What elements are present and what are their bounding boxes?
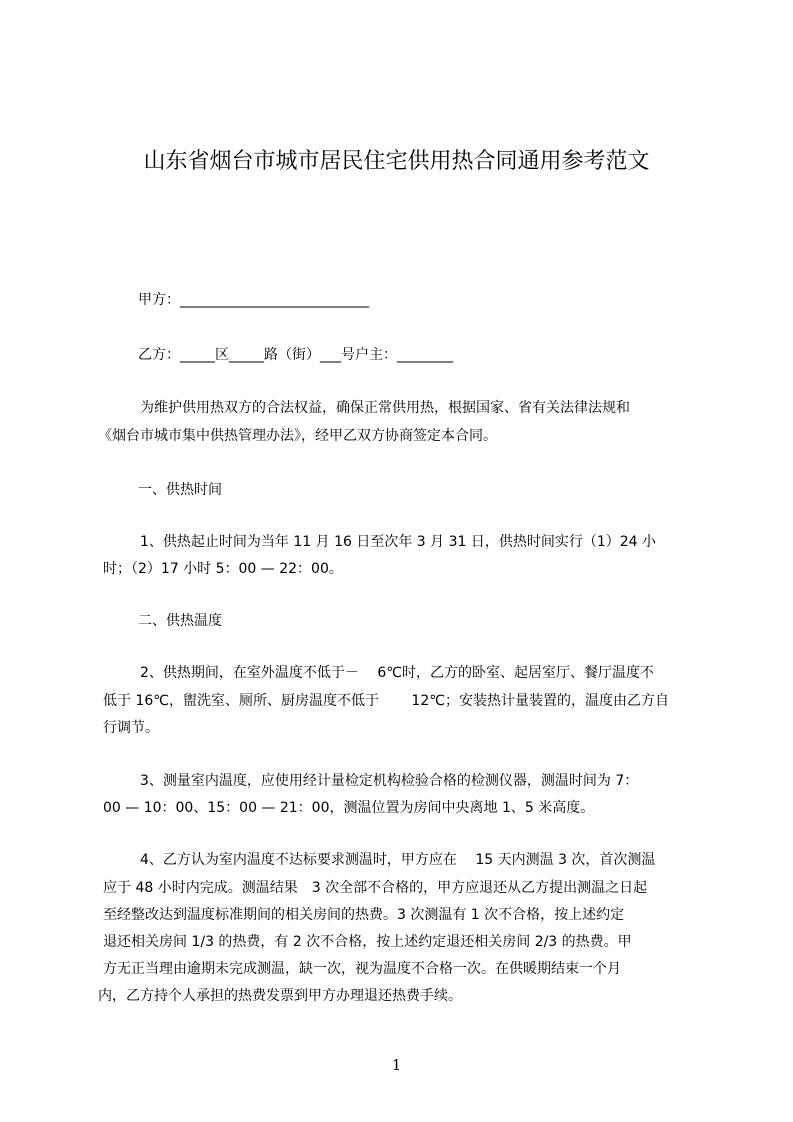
party-a-line: 甲方：___________________________: [138, 292, 369, 308]
paragraph-line: 内，乙方持个人承担的热费发票到甲方办理退还热费手续。: [98, 988, 462, 1004]
page-number: 1: [391, 1056, 402, 1074]
document-title: 山东省烟台市城市居民住宅供用热合同通用参考范文: [143, 149, 650, 174]
paragraph-line: 行调节。: [103, 720, 159, 736]
paragraph-line: 方无正当理由逾期未完成测温，缺一次，视为温度不合格一次。在供暖期结束一个月: [103, 961, 621, 977]
paragraph-line: 时；（2）17 小时 5：00 — 22：00。: [103, 561, 343, 577]
paragraph-line: 至经整改达到温度标准期间的相关房间的热费。3 次测温有 1 次不合格，按上述约定: [103, 907, 625, 923]
paragraph-line: 1、供热起止时间为当年 11 月 16 日至次年 3 月 31 日，供热时间实行（1）24 小: [140, 534, 657, 550]
paragraph-line: 低于 16℃，盥洗室、厕所、厨房温度不低于 12℃；安装热计量装置的，温度由乙方自: [103, 693, 669, 709]
section-heading: 二、供热温度: [138, 613, 222, 629]
paragraph-line: 4、乙方认为室内温度不达标要求测温时，甲方应在 15 天内测温 3 次，首次测温: [140, 852, 656, 868]
paragraph-line: 3、测量室内温度，应使用经计量检定机构检验合格的检测仪器，测温时间为 7：: [140, 773, 639, 789]
party-b-line: 乙方：_____区_____路（街）___号户主：________: [138, 347, 453, 363]
paragraph-line: 00 — 10：00、15：00 — 21：00，测温位置为房间中央离地 1、5 米高度。: [103, 800, 595, 816]
paragraph-line: 应于 48 小时内完成。测温结果 3 次全部不合格的，甲方应退还从乙方提出测温之日起: [103, 880, 648, 896]
paragraph-line: 退还相关房间 1/3 的热费，有 2 次不合格，按上述约定退还相关房间 2/3 的热费。甲: [103, 934, 632, 950]
paragraph-line: 2、供热期间，在室外温度不低于－ 6℃时，乙方的卧室、起居室厅、餐厅温度不: [140, 665, 654, 681]
intro-line: 《烟台市城市集中供热管理办法》，经甲乙双方协商签定本合同。: [98, 428, 497, 444]
intro-line: 为维护供用热双方的合法权益，确保正常供用热，根据国家、省有关法律法规和: [140, 400, 630, 416]
section-heading: 一、供热时间: [138, 482, 222, 498]
